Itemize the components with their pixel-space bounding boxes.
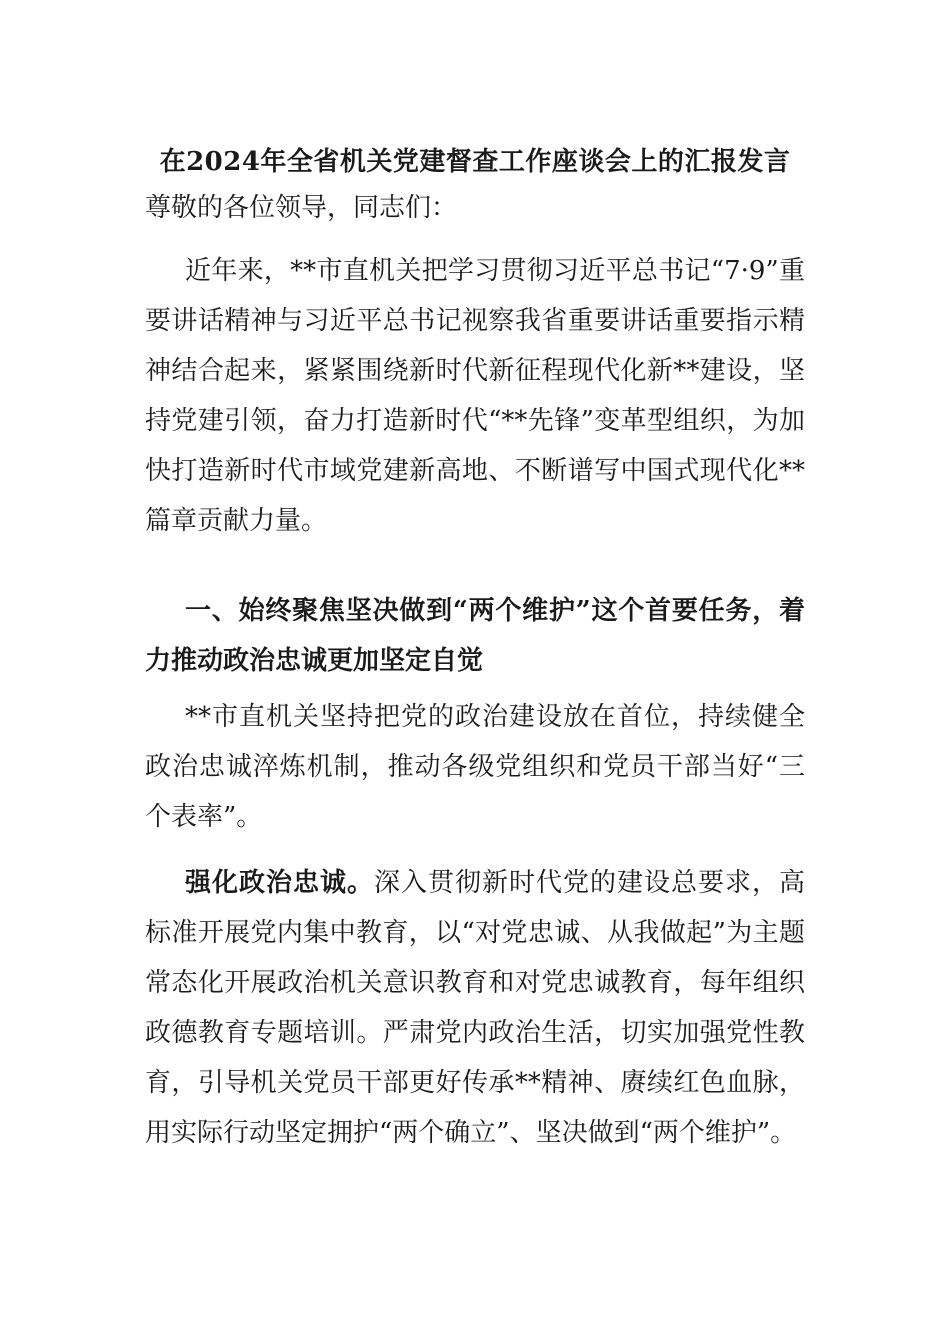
intro-paragraph: 近年来，**市直机关把学习贯彻习近平总书记“7·9”重要讲话精神与习近平总书记视察我省重要讲话重要指示精神结合起来，紧紧围绕新时代新征程现代化新**建设，坚持党建引领，奋力打造新时代“**先锋”变革型组织，为加快打造新时代市域党建新高地、不断谱写中国式现代化**篇章贡献力量。 (145, 256, 805, 536)
document-title: 在2024年全省机关党建督查工作座谈会上的汇报发言 (159, 147, 791, 177)
section-item-body: 深入贯彻新时代党的建设总要求，高标准开展党内集中教育，以“对党忠诚、从我做起”为主题常态化开展政治机关意识教育和对党忠诚教育，每年组织政德教育专题培训。严肃党内政治生活，切实加强党性教育，引导机关党员干部更好传承**精神、赓续红色血脉，用实际行动坚定拥护“两个确立”、坚决做到“两个维护”。 (145, 868, 805, 1148)
section-item-paragraph (145, 858, 805, 1158)
section-summary-1: **市直机关坚持把党的政治建设放在首位，持续健全政治忠诚淬炼机制，推动各级党组织和党员干部当好“三个表率”。 (145, 702, 805, 832)
section-item-lead: 强化政治忠诚。 (185, 868, 374, 898)
section-heading-1: 一、始终聚焦坚决做到“两个维护”这个首要任务，着力推动政治忠诚更加坚定自觉 (145, 596, 805, 676)
salutation: 尊敬的各位领导，同志们： (145, 193, 458, 223)
